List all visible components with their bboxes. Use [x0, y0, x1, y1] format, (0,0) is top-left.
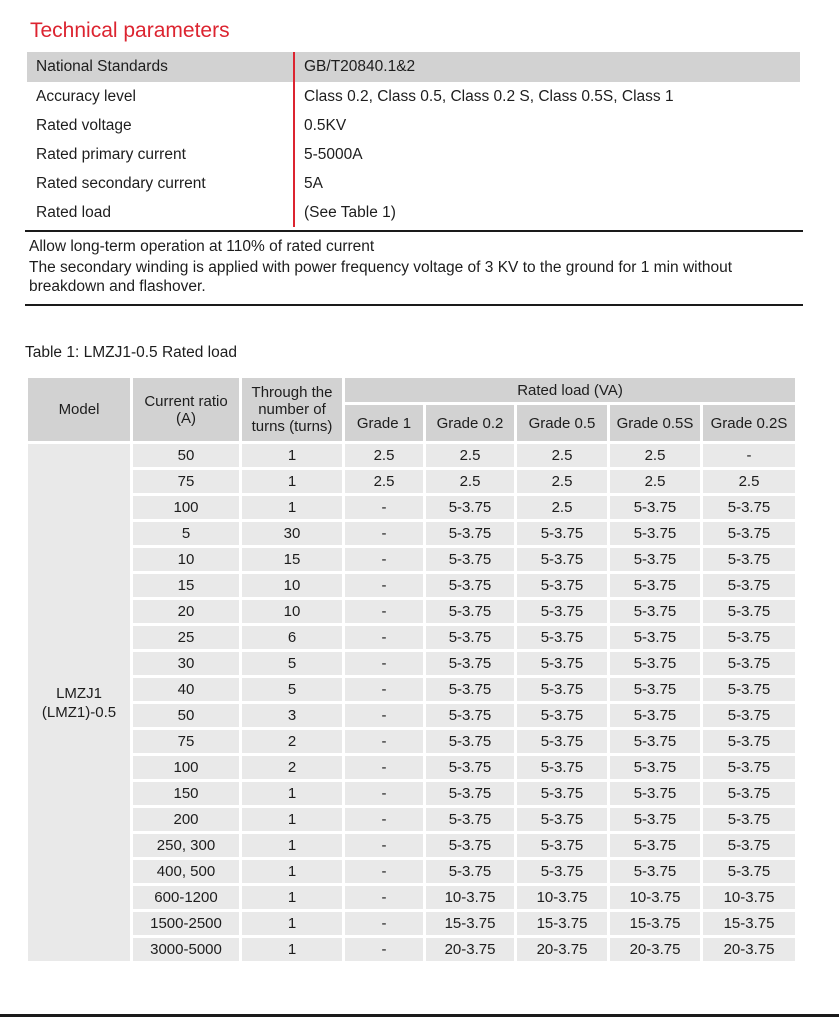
table-cell: 5-3.75 [703, 626, 795, 649]
table-cell: 600-1200 [133, 886, 239, 909]
table-cell: 5-3.75 [703, 860, 795, 883]
table-cell: 5-3.75 [426, 574, 514, 597]
column-header-current-ratio: Current ratio (A) [133, 378, 239, 441]
table-cell: 15-3.75 [426, 912, 514, 935]
table-cell: 15-3.75 [703, 912, 795, 935]
table-cell: - [345, 782, 423, 805]
parameter-label: Rated load [36, 203, 111, 221]
table-row [28, 496, 795, 519]
table-cell: 400, 500 [133, 860, 239, 883]
table-cell: 5-3.75 [426, 782, 514, 805]
table-cell: 5-3.75 [517, 522, 607, 545]
table-cell: 20-3.75 [517, 938, 607, 961]
table-row [28, 730, 795, 753]
table-cell: 15-3.75 [517, 912, 607, 935]
model-cell-line: (LMZ1)-0.5 [41, 703, 117, 721]
parameter-value: (See Table 1) [293, 198, 800, 227]
table-row [28, 574, 795, 597]
rated-load-table [25, 375, 798, 964]
table-cell: 5-3.75 [610, 860, 700, 883]
parameter-table [27, 52, 800, 227]
table1-caption: Table 1: LMZJ1-0.5 Rated load [25, 344, 237, 361]
table-cell: 1 [242, 444, 342, 467]
table-cell: 5-3.75 [517, 600, 607, 623]
table-cell: 2 [242, 730, 342, 753]
table-cell: 2.5 [517, 444, 607, 467]
parameter-row [27, 52, 800, 82]
table-row [28, 782, 795, 805]
parameter-row [27, 169, 800, 198]
table-cell: 5-3.75 [703, 834, 795, 857]
column-header-rated-load: Rated load (VA) [345, 378, 795, 402]
column-header-grade-0-5: Grade 0.5 [517, 405, 607, 441]
table-cell: 6 [242, 626, 342, 649]
table-cell: - [345, 678, 423, 701]
table-cell: 5-3.75 [517, 860, 607, 883]
table-cell: 5-3.75 [517, 730, 607, 753]
table-row [28, 834, 795, 857]
table-cell: 15 [242, 548, 342, 571]
table-row [28, 652, 795, 675]
table-cell: 75 [133, 730, 239, 753]
table-cell: - [345, 652, 423, 675]
table-cell: 5-3.75 [426, 548, 514, 571]
table-cell: 30 [133, 652, 239, 675]
table-cell: 20-3.75 [610, 938, 700, 961]
table-cell: 5-3.75 [610, 522, 700, 545]
table-cell: 2.5 [610, 444, 700, 467]
table-cell: 5-3.75 [426, 496, 514, 519]
table-cell: 10-3.75 [610, 886, 700, 909]
table-cell: 5-3.75 [426, 834, 514, 857]
parameter-label: National Standards [36, 58, 168, 75]
table-cell: 20-3.75 [703, 938, 795, 961]
table-cell: 5-3.75 [426, 652, 514, 675]
table-cell: 5-3.75 [610, 574, 700, 597]
table-cell: - [345, 496, 423, 519]
model-cell-line: LMZJ1 [56, 684, 102, 702]
table-cell: 5-3.75 [426, 808, 514, 831]
table-cell: - [345, 704, 423, 727]
table-cell: 5-3.75 [426, 600, 514, 623]
table-cell: 5-3.75 [426, 730, 514, 753]
table-cell: - [345, 600, 423, 623]
table-cell: - [345, 730, 423, 753]
table-row [28, 600, 795, 623]
table-cell: 40 [133, 678, 239, 701]
table-cell: - [345, 834, 423, 857]
table-cell: 2.5 [345, 444, 423, 467]
parameter-row [27, 198, 800, 227]
table-cell: - [345, 912, 423, 935]
parameter-value: Class 0.2, Class 0.5, Class 0.2 S, Class 0.5S, Class 1 [293, 82, 800, 111]
table-row [28, 886, 795, 909]
table-cell: 1 [242, 782, 342, 805]
table-cell: 2.5 [426, 470, 514, 493]
column-header-turns: Through the number of turns (turns) [242, 378, 342, 441]
parameter-row [27, 111, 800, 140]
table-cell: 1500-2500 [133, 912, 239, 935]
table-cell: 5-3.75 [703, 496, 795, 519]
parameter-label: Rated secondary current [36, 174, 206, 192]
table-cell: 250, 300 [133, 834, 239, 857]
table-cell: 5-3.75 [610, 548, 700, 571]
parameter-label: Rated primary current [36, 145, 186, 163]
table-cell: 75 [133, 470, 239, 493]
table-row [28, 678, 795, 701]
parameter-label: Rated voltage [36, 116, 132, 134]
table-row [28, 938, 795, 961]
table-cell: 5-3.75 [703, 808, 795, 831]
table-cell: - [345, 548, 423, 571]
table-cell: 5-3.75 [610, 730, 700, 753]
table-cell: 1 [242, 808, 342, 831]
table-cell: 10-3.75 [517, 886, 607, 909]
column-header-grade-0-2: Grade 0.2 [426, 405, 514, 441]
table-cell: 5-3.75 [517, 808, 607, 831]
table-cell: 5-3.75 [610, 496, 700, 519]
table-cell: 3 [242, 704, 342, 727]
table-cell: - [345, 756, 423, 779]
table-cell: 5-3.75 [610, 834, 700, 857]
column-header-grade-1: Grade 1 [345, 405, 423, 441]
table-cell: 50 [133, 444, 239, 467]
note-line: The secondary winding is applied with power frequency voltage of 3 KV to the ground for 1 min without breakdown and flashover. [29, 258, 733, 295]
table-cell: 200 [133, 808, 239, 831]
table-cell: 5-3.75 [517, 548, 607, 571]
notes-block [25, 230, 803, 306]
table-cell: 150 [133, 782, 239, 805]
table-cell: 5 [242, 678, 342, 701]
table-cell: 5-3.75 [610, 782, 700, 805]
table-row [28, 522, 795, 545]
table-cell: 50 [133, 704, 239, 727]
model-cell [28, 444, 130, 961]
table-row [28, 704, 795, 727]
table-cell: 1 [242, 938, 342, 961]
table-cell: 5-3.75 [703, 600, 795, 623]
table-cell: - [345, 522, 423, 545]
parameter-value: 5A [293, 169, 800, 198]
table-cell: - [703, 444, 795, 467]
page-title: Technical parameters [30, 19, 230, 42]
table-cell: 5-3.75 [703, 756, 795, 779]
table-cell: 20 [133, 600, 239, 623]
parameter-value: 5-5000A [293, 140, 800, 169]
table-cell: 10-3.75 [426, 886, 514, 909]
table-cell: - [345, 626, 423, 649]
parameter-label: Accuracy level [36, 87, 136, 105]
table-cell: 5-3.75 [610, 704, 700, 727]
table-cell: 5-3.75 [517, 704, 607, 727]
table-cell: 5 [133, 522, 239, 545]
table-cell: 5-3.75 [426, 756, 514, 779]
table-cell: 2.5 [703, 470, 795, 493]
table-cell: 10 [242, 574, 342, 597]
table-cell: 5-3.75 [703, 782, 795, 805]
table-cell: 1 [242, 834, 342, 857]
table-cell: - [345, 574, 423, 597]
column-header-grade-0-2s: Grade 0.2S [703, 405, 795, 441]
parameter-row [27, 82, 800, 111]
table-cell: 2.5 [345, 470, 423, 493]
table-cell: 15 [133, 574, 239, 597]
table-cell: 1 [242, 886, 342, 909]
table-cell: 5-3.75 [703, 704, 795, 727]
table-row [28, 860, 795, 883]
table-cell: 2 [242, 756, 342, 779]
column-header-grade-0-5s: Grade 0.5S [610, 405, 700, 441]
column-header-model: Model [28, 378, 130, 441]
table-cell: 2.5 [610, 470, 700, 493]
table-cell: 5-3.75 [426, 522, 514, 545]
table-cell: 5-3.75 [426, 860, 514, 883]
table-cell: 25 [133, 626, 239, 649]
table-cell: 10-3.75 [703, 886, 795, 909]
table-row [28, 808, 795, 831]
rated-load-table-body [28, 444, 795, 961]
table-cell: 5-3.75 [703, 678, 795, 701]
table-cell: 5-3.75 [517, 574, 607, 597]
parameter-value: GB/T20840.1&2 [293, 52, 800, 82]
table-cell: 5-3.75 [610, 626, 700, 649]
table-cell: 5-3.75 [703, 548, 795, 571]
table-cell: 5-3.75 [703, 574, 795, 597]
table-row [28, 756, 795, 779]
table-cell: 5-3.75 [517, 756, 607, 779]
table-cell: 5-3.75 [703, 652, 795, 675]
table-cell: 5-3.75 [517, 678, 607, 701]
table-cell: - [345, 860, 423, 883]
table-cell: 1 [242, 496, 342, 519]
bottom-rule [0, 1014, 839, 1017]
rated-load-table-head [28, 378, 795, 441]
table-cell: 1 [242, 470, 342, 493]
table-cell: 5-3.75 [426, 626, 514, 649]
parameter-row [27, 140, 800, 169]
table-cell: 5-3.75 [610, 652, 700, 675]
table-cell: 5-3.75 [426, 678, 514, 701]
table-cell: 5-3.75 [610, 808, 700, 831]
table-cell: - [345, 886, 423, 909]
table-cell: 15-3.75 [610, 912, 700, 935]
table-cell: 5-3.75 [703, 522, 795, 545]
note-line: Allow long-term operation at 110% of rated current [29, 238, 375, 255]
table-cell: - [345, 808, 423, 831]
table-cell: 5-3.75 [610, 756, 700, 779]
table-cell: 5-3.75 [517, 626, 607, 649]
table-row [28, 626, 795, 649]
parameter-value: 0.5KV [293, 111, 800, 140]
table-cell: 10 [133, 548, 239, 571]
table-cell: 5-3.75 [703, 730, 795, 753]
table-cell: 30 [242, 522, 342, 545]
table-cell: 10 [242, 600, 342, 623]
table-cell: 1 [242, 912, 342, 935]
table-cell: 5-3.75 [517, 834, 607, 857]
table-cell: 5-3.75 [610, 600, 700, 623]
table-row [28, 912, 795, 935]
table-row [28, 444, 795, 467]
table-cell: 2.5 [426, 444, 514, 467]
table-cell: 5 [242, 652, 342, 675]
table-cell: 3000-5000 [133, 938, 239, 961]
table-cell: 1 [242, 860, 342, 883]
table-cell: 2.5 [517, 496, 607, 519]
table-cell: - [345, 938, 423, 961]
table-cell: 100 [133, 496, 239, 519]
table-cell: 2.5 [517, 470, 607, 493]
table-cell: 20-3.75 [426, 938, 514, 961]
table-row [28, 470, 795, 493]
table-row [28, 548, 795, 571]
table-cell: 5-3.75 [517, 652, 607, 675]
table-cell: 100 [133, 756, 239, 779]
table-cell: 5-3.75 [610, 678, 700, 701]
table-cell: 5-3.75 [517, 782, 607, 805]
table-cell: 5-3.75 [426, 704, 514, 727]
